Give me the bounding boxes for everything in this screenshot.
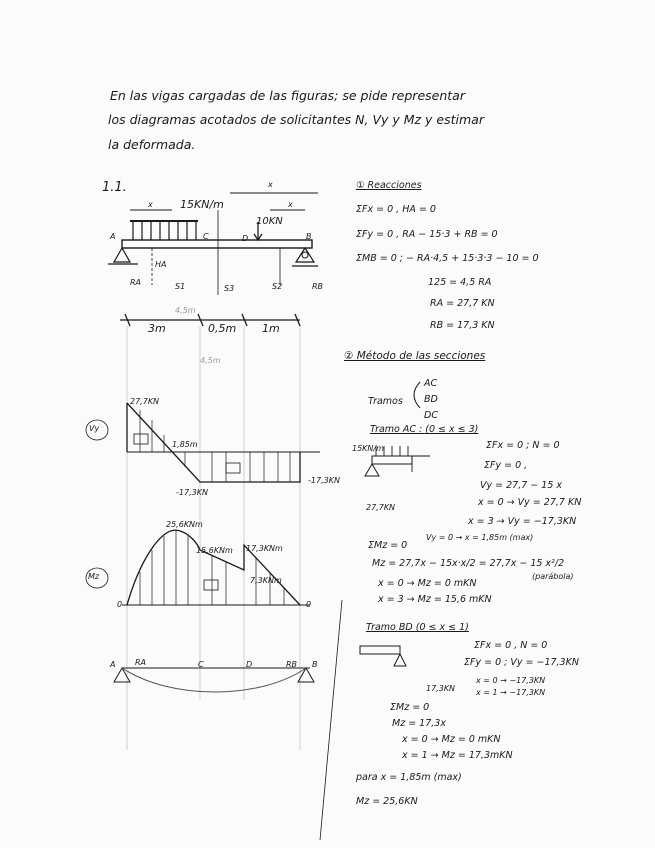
intro-line-3: la deformada. bbox=[108, 137, 196, 152]
moment-zero-left: 0 bbox=[117, 600, 123, 609]
deformed-d: D bbox=[246, 660, 253, 669]
intro-line-2: los diagramas acotados de solicitantes N, Vy y Mz y estimar bbox=[108, 112, 484, 127]
bd-eq2: ΣFy = 0 ; Vy = −17,3KN bbox=[464, 657, 579, 668]
beam-section-3: S3 bbox=[224, 284, 235, 293]
deformed-rb: RB bbox=[286, 660, 298, 669]
moment-d-value2: 7,3KNm bbox=[250, 576, 282, 585]
shear-bottom-value: -17,3KN bbox=[176, 488, 208, 497]
tramos-label: Tramos bbox=[368, 396, 403, 407]
ac-eq4: x = 0 → Vy = 27,7 KN bbox=[478, 497, 582, 508]
beam-drawing bbox=[108, 193, 318, 326]
ac-eq3: Vy = 27,7 − 15 x bbox=[480, 480, 563, 491]
problem-number: 1.1. bbox=[102, 180, 127, 195]
beam-dim-total-top: 4,5m bbox=[175, 306, 196, 315]
beam-section-2: S2 bbox=[272, 282, 283, 291]
shear-right-value: -17,3KN bbox=[308, 476, 340, 485]
final-line-2: Mz = 25,6KN bbox=[356, 796, 418, 807]
ac-m-x0: x = 0 → Mz = 0 mKN bbox=[378, 578, 477, 589]
ac-title: Tramo AC : (0 ≤ x ≤ 3) bbox=[370, 424, 479, 435]
moment-diagram-label: Mz bbox=[88, 572, 100, 581]
deformed-ra: RA bbox=[135, 658, 147, 667]
ac-eq2: ΣFy = 0 , bbox=[484, 460, 528, 471]
reactions-eq1: ΣFx = 0 , HA = 0 bbox=[356, 204, 436, 215]
beam-reaction-b: RB bbox=[312, 282, 324, 291]
beam-x-top: x bbox=[268, 180, 273, 189]
ac-m-x3: x = 3 → Mz = 15,6 mKN bbox=[378, 594, 492, 605]
reactions-eq2: ΣFy = 0 , RA − 15·3 + RB = 0 bbox=[356, 229, 498, 240]
deformed-b: B bbox=[312, 660, 318, 669]
reactions-eq3: ΣMB = 0 ; − RA·4,5 + 15·3·3 − 10 = 0 bbox=[356, 253, 539, 264]
bd-eq3: x = 0 → −17,3KN bbox=[476, 676, 546, 685]
bd-m-title: ΣMz = 0 bbox=[390, 702, 430, 713]
bd-reaction: 17,3KN bbox=[426, 684, 456, 693]
beam-ha: HA bbox=[155, 260, 167, 269]
beam-dim-total-faint: 4,5m bbox=[200, 356, 221, 365]
beam-reaction-a: RA bbox=[130, 278, 142, 287]
sections-title: ② Método de las secciones bbox=[344, 350, 486, 362]
moment-max-value: 25,6KNm bbox=[166, 520, 203, 529]
shear-diagram-label: Vy bbox=[89, 424, 100, 433]
deformed-shape-drawing bbox=[114, 668, 314, 692]
deformed-a: A bbox=[110, 660, 116, 669]
ac-eq5: x = 3 → Vy = −17,3KN bbox=[468, 516, 577, 527]
beam-dim-3m: 3m bbox=[148, 322, 166, 335]
final-line-1: para x = 1,85m (max) bbox=[356, 772, 462, 783]
beam-dim-05m: 0,5m bbox=[208, 322, 237, 335]
beam-x-right: x bbox=[288, 200, 293, 209]
bd-m-x0: x = 0 → Mz = 0 mKN bbox=[402, 734, 501, 745]
reactions-eq5: RA = 27,7 KN bbox=[430, 298, 495, 309]
reactions-title: ① Reacciones bbox=[356, 180, 422, 191]
bd-eq4: x = 1 → −17,3KN bbox=[476, 688, 546, 697]
moment-diagram-drawing bbox=[86, 530, 310, 605]
ac-load: 15KN/m bbox=[352, 444, 384, 453]
deformed-c: C bbox=[198, 660, 204, 669]
point-load-label: 10KN bbox=[256, 216, 283, 227]
beam-section-1: S1 bbox=[175, 282, 186, 291]
ac-eq1: ΣFx = 0 ; N = 0 bbox=[486, 440, 560, 451]
beam-point-b: B bbox=[306, 232, 312, 241]
bd-m-eq: Mz = 17,3x bbox=[392, 718, 446, 729]
bd-title: Tramo BD (0 ≤ x ≤ 1) bbox=[366, 622, 469, 633]
tramo-bd: BD bbox=[424, 394, 438, 405]
beam-point-c: C bbox=[203, 232, 209, 241]
reactions-eq6: RB = 17,3 KN bbox=[430, 320, 495, 331]
ac-m-note: (parábola) bbox=[532, 572, 574, 581]
moment-d-value: 17,3KNm bbox=[246, 544, 283, 553]
reactions-eq4: 125 = 4,5 RA bbox=[428, 277, 492, 288]
ac-m-title: ΣMz = 0 bbox=[368, 540, 408, 551]
tramo-dc: DC bbox=[424, 410, 438, 421]
tramo-ac: AC bbox=[424, 378, 438, 389]
shear-diagram-drawing bbox=[86, 403, 320, 482]
intro-line-1: En las vigas cargadas de las figuras; se pide representar bbox=[110, 88, 465, 103]
ac-reaction: 27,7KN bbox=[366, 503, 396, 512]
moment-c-value: 15,6KNm bbox=[196, 546, 233, 555]
beam-point-d: D bbox=[242, 234, 249, 243]
beam-x-left: x bbox=[148, 200, 153, 209]
shear-top-value: 27,7KN bbox=[130, 397, 160, 406]
beam-dim-1m: 1m bbox=[262, 322, 280, 335]
moment-zero-right: 0 bbox=[306, 600, 312, 609]
bd-m-x1: x = 1 → Mz = 17,3mKN bbox=[402, 750, 513, 761]
ac-vmax: Vy = 0 → x = 1,85m (max) bbox=[426, 533, 534, 542]
bd-eq1: ΣFx = 0 , N = 0 bbox=[474, 640, 548, 651]
shear-mid-value: 1,85m bbox=[172, 440, 198, 449]
distributed-load-label: 15KN/m bbox=[180, 198, 224, 211]
beam-point-a: A bbox=[110, 232, 116, 241]
ac-m-eq: Mz = 27,7x − 15x·x/2 = 27,7x − 15 x²/2 bbox=[372, 558, 565, 569]
